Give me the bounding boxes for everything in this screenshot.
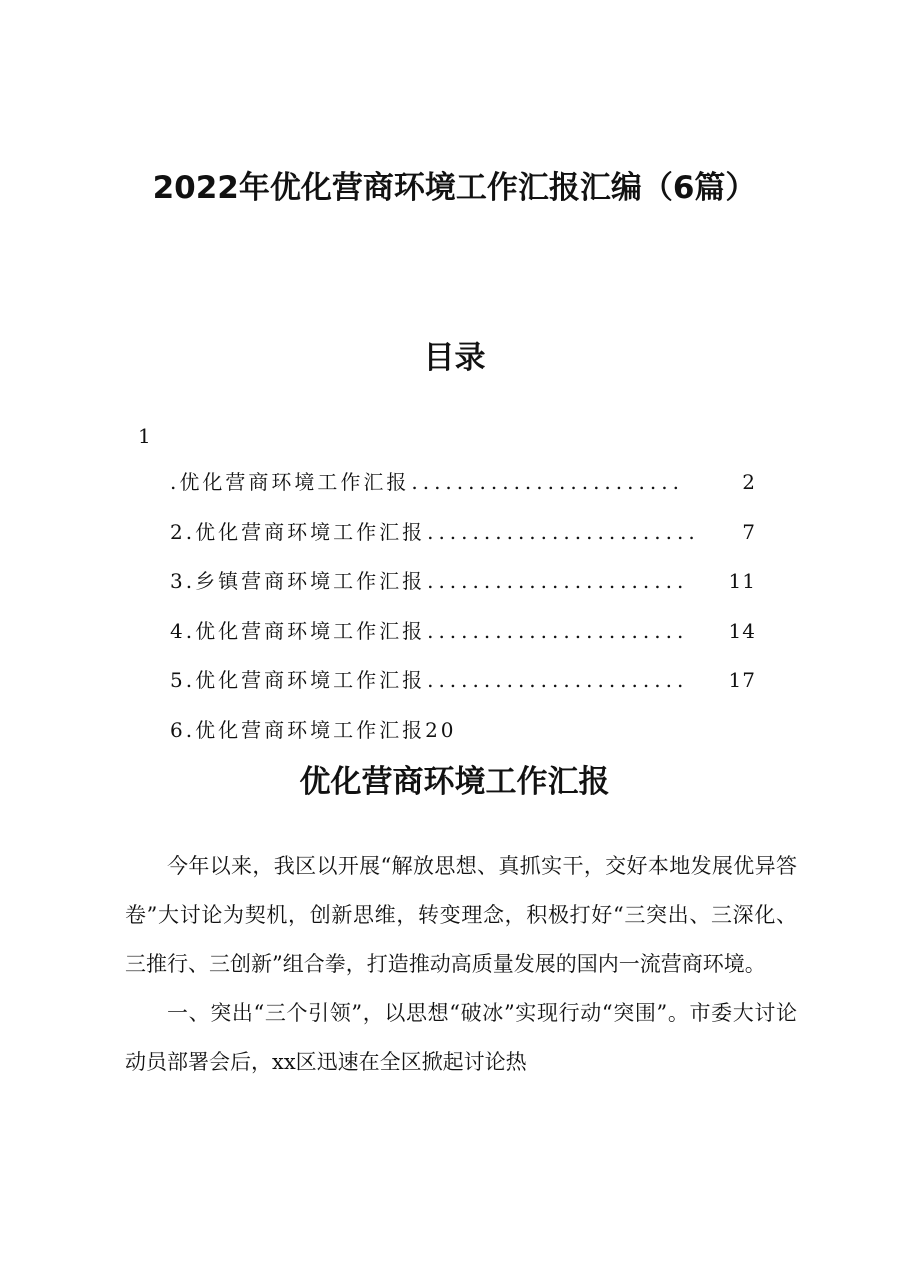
toc-entry[interactable] bbox=[170, 664, 756, 714]
toc-leader-dots: ....................... bbox=[427, 618, 689, 643]
toc-entry-page: 14 bbox=[728, 618, 756, 643]
toc-number: 1 bbox=[138, 424, 151, 448]
toc-heading: 目录 bbox=[423, 340, 486, 376]
toc-entry-label: 3.乡镇营商环境工作汇报 bbox=[170, 569, 426, 593]
toc-leader-dots: ....................... bbox=[427, 569, 689, 593]
toc-entry-label: 4.优化营商环境工作汇报 bbox=[170, 618, 426, 643]
toc-entry-label: 2.优化营商环境工作汇报 bbox=[170, 519, 426, 544]
toc-entry[interactable] bbox=[170, 516, 756, 566]
toc-entry-page: 7 bbox=[742, 519, 756, 544]
toc-entry-label: 5.优化营商环境工作汇报 bbox=[170, 668, 426, 692]
toc-entry-page: 17 bbox=[728, 668, 756, 692]
toc-entry-page: 2 bbox=[742, 470, 756, 494]
toc-entry-label: 6.优化营商环境工作汇报20 bbox=[170, 717, 457, 742]
toc-entry[interactable] bbox=[170, 615, 756, 665]
paragraph: 一、突出“三个引领”，以思想“破冰”实现行动“突围”。市委大讨论动员部署会后，xx区迅速在全区掀起讨论热 bbox=[125, 1001, 797, 1074]
document-title: 2022年优化营商环境工作汇报汇编（6篇） bbox=[152, 170, 757, 206]
toc-leader-dots: ....................... bbox=[427, 668, 689, 692]
toc-entry[interactable] bbox=[170, 565, 756, 615]
toc-entry-page: 11 bbox=[728, 569, 756, 593]
toc-leader-dots: ........................ bbox=[427, 519, 700, 544]
toc-entry[interactable] bbox=[170, 466, 756, 516]
body-text bbox=[125, 842, 797, 1087]
section-title: 优化营商环境工作汇报 bbox=[299, 764, 610, 800]
table-of-contents bbox=[170, 466, 756, 763]
toc-entry-label: .优化营商环境工作汇报 bbox=[170, 470, 410, 494]
toc-leader-dots: ........................ bbox=[411, 470, 684, 494]
paragraph: 今年以来，我区以开展“解放思想、真抓实干，交好本地发展优异答卷”大讨论为契机，创新思维，转变理念，积极打好“三突出、三深化、三推行、三创新”组合拳，打造推动高质量发展的国内一流营商环境。 bbox=[125, 854, 797, 976]
